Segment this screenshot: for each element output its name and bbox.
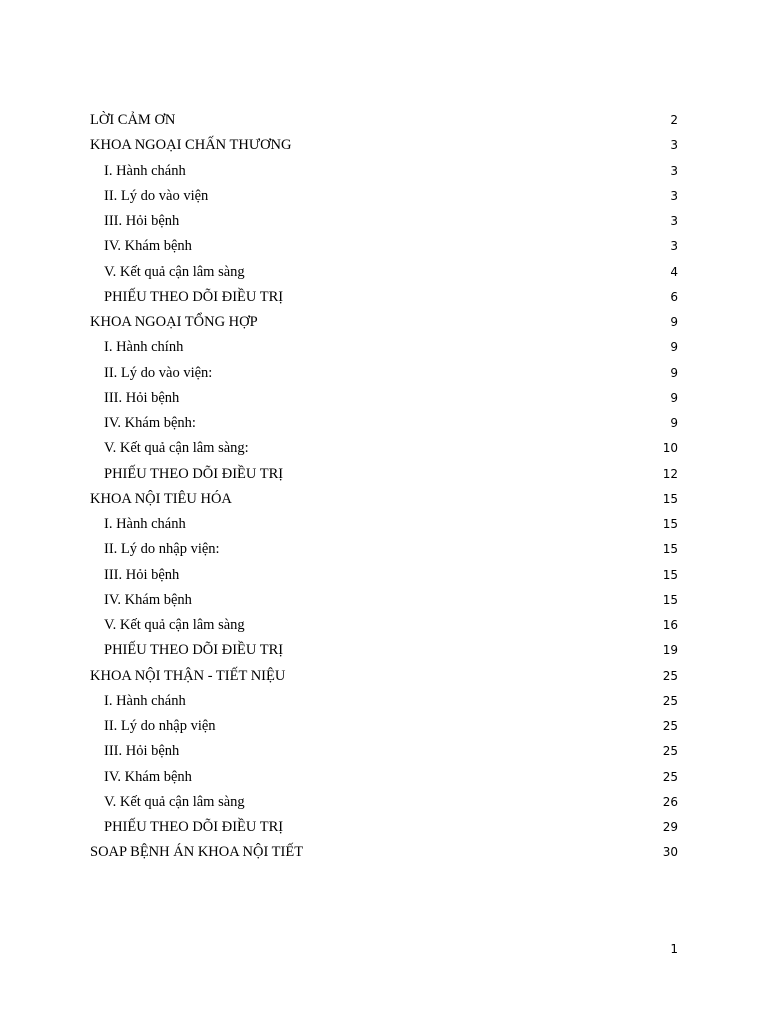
toc-entry-title: KHOA NỘI THẬN - TIẾT NIỆU (90, 667, 286, 684)
toc-entry-page: 3 (670, 163, 678, 178)
toc-entry-page: 3 (670, 239, 678, 254)
toc-entry-page: 15 (662, 491, 678, 506)
toc-entry-title: PHIẾU THEO DÕI ĐIỀU TRỊ (104, 465, 284, 482)
toc-entry-page: 4 (670, 264, 678, 279)
toc-entry-page: 16 (662, 618, 678, 632)
toc-entry-title: PHIẾU THEO DÕI ĐIỀU TRỊ (104, 819, 284, 835)
toc-entry-page: 29 (662, 820, 678, 834)
toc-entry-title: SOAP BỆNH ÁN KHOA NỘI TIẾT (90, 844, 304, 861)
toc-entry-page: 15 (662, 567, 678, 582)
toc-entry-title: III. Hỏi bệnh (104, 213, 180, 229)
toc-entry[interactable] (90, 739, 678, 764)
toc-entry[interactable] (90, 436, 678, 461)
toc-entry[interactable] (90, 664, 678, 689)
toc-entry-title: IV. Khám bệnh (104, 238, 192, 255)
toc-entry-title: I. Hành chánh (104, 692, 186, 709)
toc-entry-title: IV. Khám bệnh: (104, 415, 196, 431)
toc-entry-page: 9 (670, 365, 678, 380)
toc-entry-title: KHOA NỘI TIÊU HÓA (90, 490, 232, 507)
toc-entry-title: III. Hỏi bệnh (104, 389, 180, 406)
toc-entry-page: 3 (670, 138, 678, 153)
toc-entry-page: 9 (670, 390, 678, 405)
toc-entry-title: KHOA NGOẠI CHẤN THƯƠNG (90, 137, 292, 154)
toc-entry-page: 6 (670, 289, 678, 304)
toc-entry-page: 25 (662, 719, 678, 733)
toc-entry-title: V. Kết quả cận lâm sàng (104, 617, 245, 633)
toc-entry-title: I. Hành chánh (104, 516, 186, 532)
toc-entry[interactable] (90, 285, 678, 310)
toc-entry-title: V. Kết quả cận lâm sàng (104, 793, 245, 810)
toc-entry-title: IV. Khám bệnh (104, 768, 192, 785)
toc-entry[interactable] (90, 260, 678, 285)
toc-entry-page: 9 (670, 315, 678, 329)
toc-entry[interactable] (90, 588, 678, 613)
toc-entry-title: II. Lý do nhập viện: (104, 541, 220, 558)
toc-entry-page: 9 (670, 340, 678, 355)
toc-entry-title: PHIẾU THEO DÕI ĐIỀU TRỊ (104, 288, 284, 305)
toc-entry-page: 3 (670, 214, 678, 228)
toc-entry-page: 25 (662, 744, 678, 759)
toc-entry-page: 12 (662, 466, 678, 481)
toc-entry-title: V. Kết quả cận lâm sàng (104, 263, 245, 280)
toc-entry[interactable] (90, 335, 678, 360)
toc-entry-page: 30 (662, 845, 678, 860)
toc-entry-page: 2 (670, 113, 678, 127)
toc-entry-page: 9 (670, 416, 678, 430)
toc-entry[interactable] (90, 234, 678, 259)
toc-entry[interactable] (90, 714, 678, 739)
toc-entry[interactable] (90, 209, 678, 234)
toc-entry-title: II. Lý do nhập viện (104, 718, 216, 734)
toc-entry-page: 19 (662, 643, 678, 658)
toc-entry[interactable] (90, 462, 678, 487)
toc-entry[interactable] (90, 840, 678, 865)
toc-entry-title: IV. Khám bệnh (104, 591, 192, 608)
toc-entry[interactable] (90, 765, 678, 790)
toc-entry-page: 3 (670, 188, 678, 203)
toc-entry-page: 25 (662, 769, 678, 784)
toc-entry-title: PHIẾU THEO DÕI ĐIỀU TRỊ (104, 642, 284, 659)
toc-entry[interactable] (90, 613, 678, 638)
toc-entry-title: KHOA NGOẠI TỔNG HỢP (90, 314, 258, 330)
toc-entry-page: 15 (662, 592, 678, 607)
toc-entry-page: 10 (662, 441, 678, 456)
toc-entry[interactable] (90, 512, 678, 537)
toc-entry-title: II. Lý do vào viện: (104, 364, 213, 381)
toc-entry-page: 25 (662, 693, 678, 708)
toc-entry[interactable] (90, 790, 678, 815)
toc-entry-title: III. Hỏi bệnh (104, 743, 180, 760)
toc-entry[interactable] (90, 638, 678, 663)
toc-entry-title: V. Kết quả cận lâm sàng: (104, 440, 249, 457)
toc-entry[interactable] (90, 310, 678, 335)
toc-entry[interactable] (90, 361, 678, 386)
toc-entry-page: 25 (662, 668, 678, 683)
toc-entry[interactable] (90, 563, 678, 588)
toc-entry[interactable] (90, 133, 678, 158)
toc-entry[interactable] (90, 386, 678, 411)
toc-entry-title: I. Hành chánh (104, 162, 186, 179)
toc-entry[interactable] (90, 487, 678, 512)
table-of-contents (90, 108, 678, 866)
toc-entry-page: 15 (662, 517, 678, 531)
toc-entry[interactable] (90, 689, 678, 714)
toc-entry-title: I. Hành chính (104, 339, 184, 356)
toc-entry[interactable] (90, 159, 678, 184)
toc-entry[interactable] (90, 537, 678, 562)
toc-entry-page: 26 (662, 794, 678, 809)
toc-entry-title: III. Hỏi bệnh (104, 566, 180, 583)
toc-entry-page: 15 (662, 542, 678, 557)
toc-entry[interactable] (90, 815, 678, 840)
toc-entry[interactable] (90, 108, 678, 133)
toc-entry[interactable] (90, 184, 678, 209)
toc-entry-title: II. Lý do vào viện (104, 187, 209, 204)
toc-entry-title: LỜI CẢM ƠN (90, 112, 176, 128)
toc-entry[interactable] (90, 411, 678, 436)
page-number: 1 (670, 942, 678, 956)
